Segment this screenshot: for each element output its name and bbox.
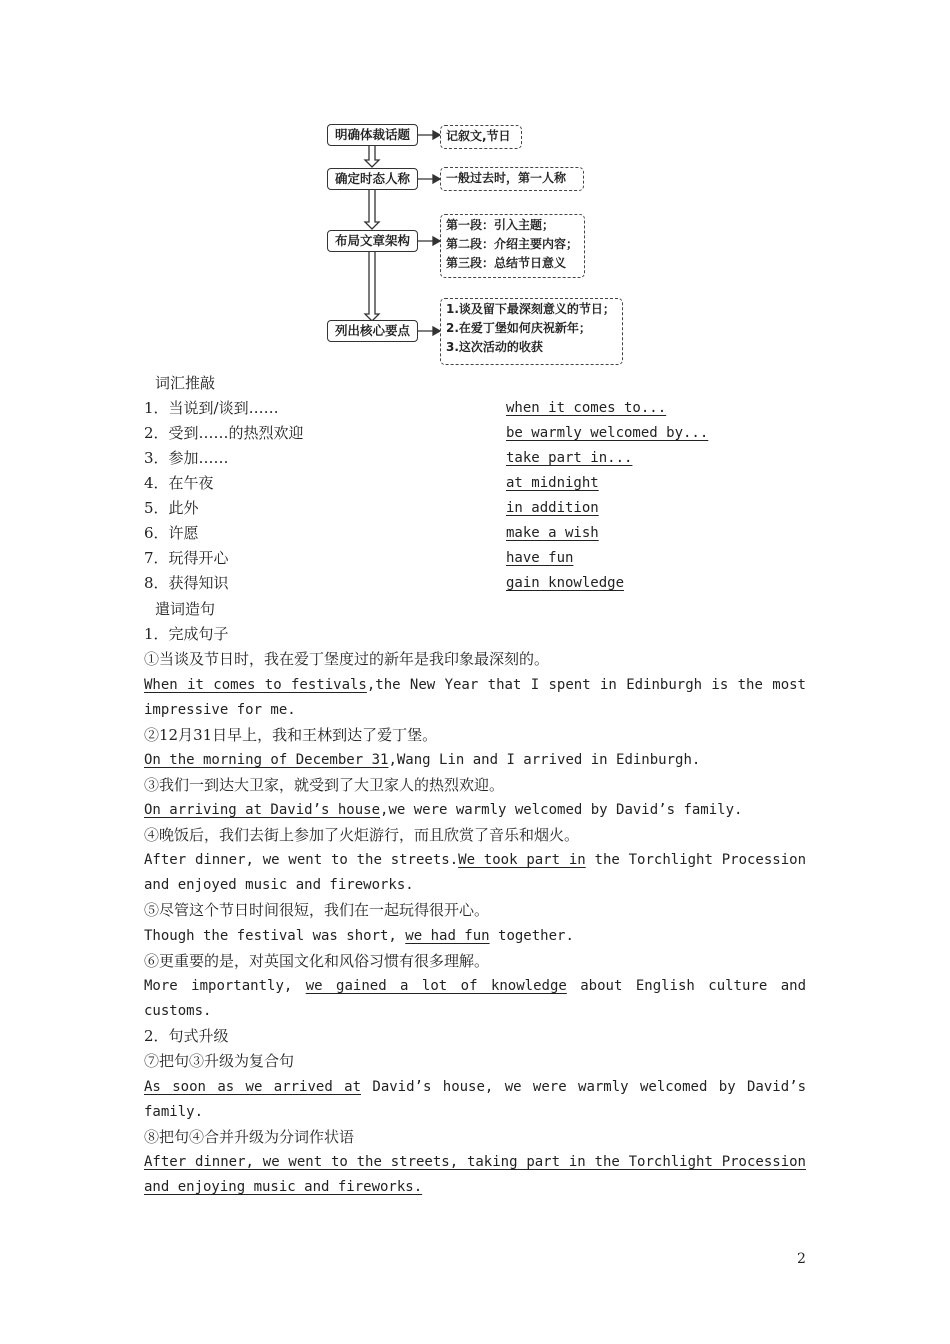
answer-blank: On the morning of December 31: [144, 752, 389, 768]
answer-text: More importantly,: [144, 978, 306, 994]
answer-text: After dinner, we went to the streets.: [144, 852, 459, 868]
answer-text: the Torchlight Procession and enjoyed music and fireworks.: [144, 852, 806, 893]
flow-step-2: 确定时态人称: [327, 168, 418, 190]
flow-note-4: [440, 298, 623, 365]
vocab-en-4: at midnight: [506, 475, 599, 491]
answer-text: ,we were warmly welcomed by David’s family.: [380, 802, 743, 818]
flow-note-3: [440, 214, 585, 278]
note-line: 记叙文,节日: [446, 129, 511, 143]
answer-text: ,Wang Lin and I arrived in Edinburgh.: [388, 752, 701, 768]
vocab-cn-5: 5．此外: [144, 499, 199, 517]
vocab-en-7: have fun: [506, 550, 574, 566]
answer-blank: we had fun: [405, 928, 490, 944]
question-5: ⑤尽管这个节日时间很短，我们在一起玩得很开心。: [144, 901, 490, 919]
flow-step-4: 列出核心要点: [327, 320, 418, 342]
vocab-en-6: make a wish: [506, 525, 599, 541]
question-4: ④晚饭后，我们去街上参加了火炬游行，而且欣赏了音乐和烟火。: [144, 826, 580, 844]
vocab-cn-7: 7．玩得开心: [144, 549, 229, 567]
answer-4: [144, 848, 806, 898]
answer-blank: we gained a lot of knowledge: [305, 978, 567, 994]
part1-heading: 1．完成句子: [144, 625, 229, 643]
vocab-en-5: in addition: [506, 500, 599, 516]
note-line: 一般过去时，第一人称: [446, 171, 567, 185]
arrow-down-1: [365, 145, 379, 167]
note-line: 第三段：总结节日意义: [446, 256, 567, 270]
note-line: 1.谈及留下最深刻意义的节日；: [446, 302, 615, 316]
answer-text: about English culture and customs.: [144, 978, 806, 1019]
answer-text: Though the festival was short,: [144, 928, 406, 944]
flow-note-1: [440, 125, 522, 149]
answer-7: [144, 1075, 806, 1125]
answer-blank: As soon as we arrived at: [144, 1079, 362, 1095]
vocab-en-8: gain knowledge: [506, 575, 625, 591]
note-line: 3.这次活动的收获: [446, 340, 543, 354]
answer-6: [144, 974, 806, 1024]
vocab-cn-8: 8．获得知识: [144, 574, 229, 592]
answer-text: David’s house, we were warmly welcomed by David’s family.: [144, 1079, 806, 1120]
question-1: ①当谈及节日时，我在爱丁堡度过的新年是我印象最深刻的。: [144, 650, 550, 668]
question-8: ⑧把句④合并升级为分词作状语: [144, 1128, 355, 1146]
answer-8: [144, 1150, 806, 1200]
flow-step-1: 明确体裁话题: [327, 124, 418, 146]
flow-diagram: [0, 0, 950, 380]
arrow-down-3: [365, 251, 379, 321]
answer-5: [144, 924, 806, 949]
flow-step-3: 布局文章架构: [327, 230, 418, 252]
answer-3: [144, 798, 806, 823]
answer-2: [144, 748, 806, 773]
vocab-en-2: be warmly welcomed by...: [506, 425, 709, 441]
answer-blank: We took part in: [458, 852, 586, 868]
vocab-cn-2: 2．受到……的热烈欢迎: [144, 424, 304, 442]
note-line: 第二段：介绍主要内容；: [446, 237, 579, 251]
answer-blank: When it comes to festivals: [144, 677, 367, 693]
vocab-cn-4: 4．在午夜: [144, 474, 214, 492]
vocab-cn-1: 1．当说到/谈到……: [144, 399, 279, 417]
vocab-cn-3: 3．参加……: [144, 449, 229, 467]
vocab-en-3: take part in...: [506, 450, 633, 466]
note-line: 2.在爱丁堡如何庆祝新年；: [446, 321, 591, 335]
vocab-heading: 词汇推敲: [155, 374, 216, 392]
note-line: 第一段：引入主题；: [446, 218, 555, 232]
flow-note-2: [440, 167, 584, 191]
vocab-cn-6: 6．许愿: [144, 524, 199, 542]
question-2: ②12月31日早上，我和王林到达了爱丁堡。: [144, 726, 438, 744]
question-6: ⑥更重要的是，对英国文化和风俗习惯有很多理解。: [144, 952, 490, 970]
answer-text: ,the New Year that I spent in Edinburgh is the most impressive for me.: [144, 677, 806, 718]
answer-blank: On arriving at David’s house: [144, 802, 381, 818]
vocab-en-1: when it comes to...: [506, 400, 667, 416]
arrow-down-2: [365, 189, 379, 229]
sentences-heading: 遣词造句: [155, 600, 216, 618]
part2-heading: 2．句式升级: [144, 1027, 229, 1045]
answer-text: together.: [489, 928, 574, 944]
question-3: ③我们一到达大卫家，就受到了大卫家人的热烈欢迎。: [144, 776, 505, 794]
question-7: ⑦把句③升级为复合句: [144, 1052, 295, 1070]
answer-blank: After dinner, we went to the streets, taking part in the Torchlight Procession and enjoying music and fireworks.: [144, 1154, 806, 1195]
answer-1: [144, 673, 806, 723]
page-number: 2: [797, 1251, 806, 1267]
